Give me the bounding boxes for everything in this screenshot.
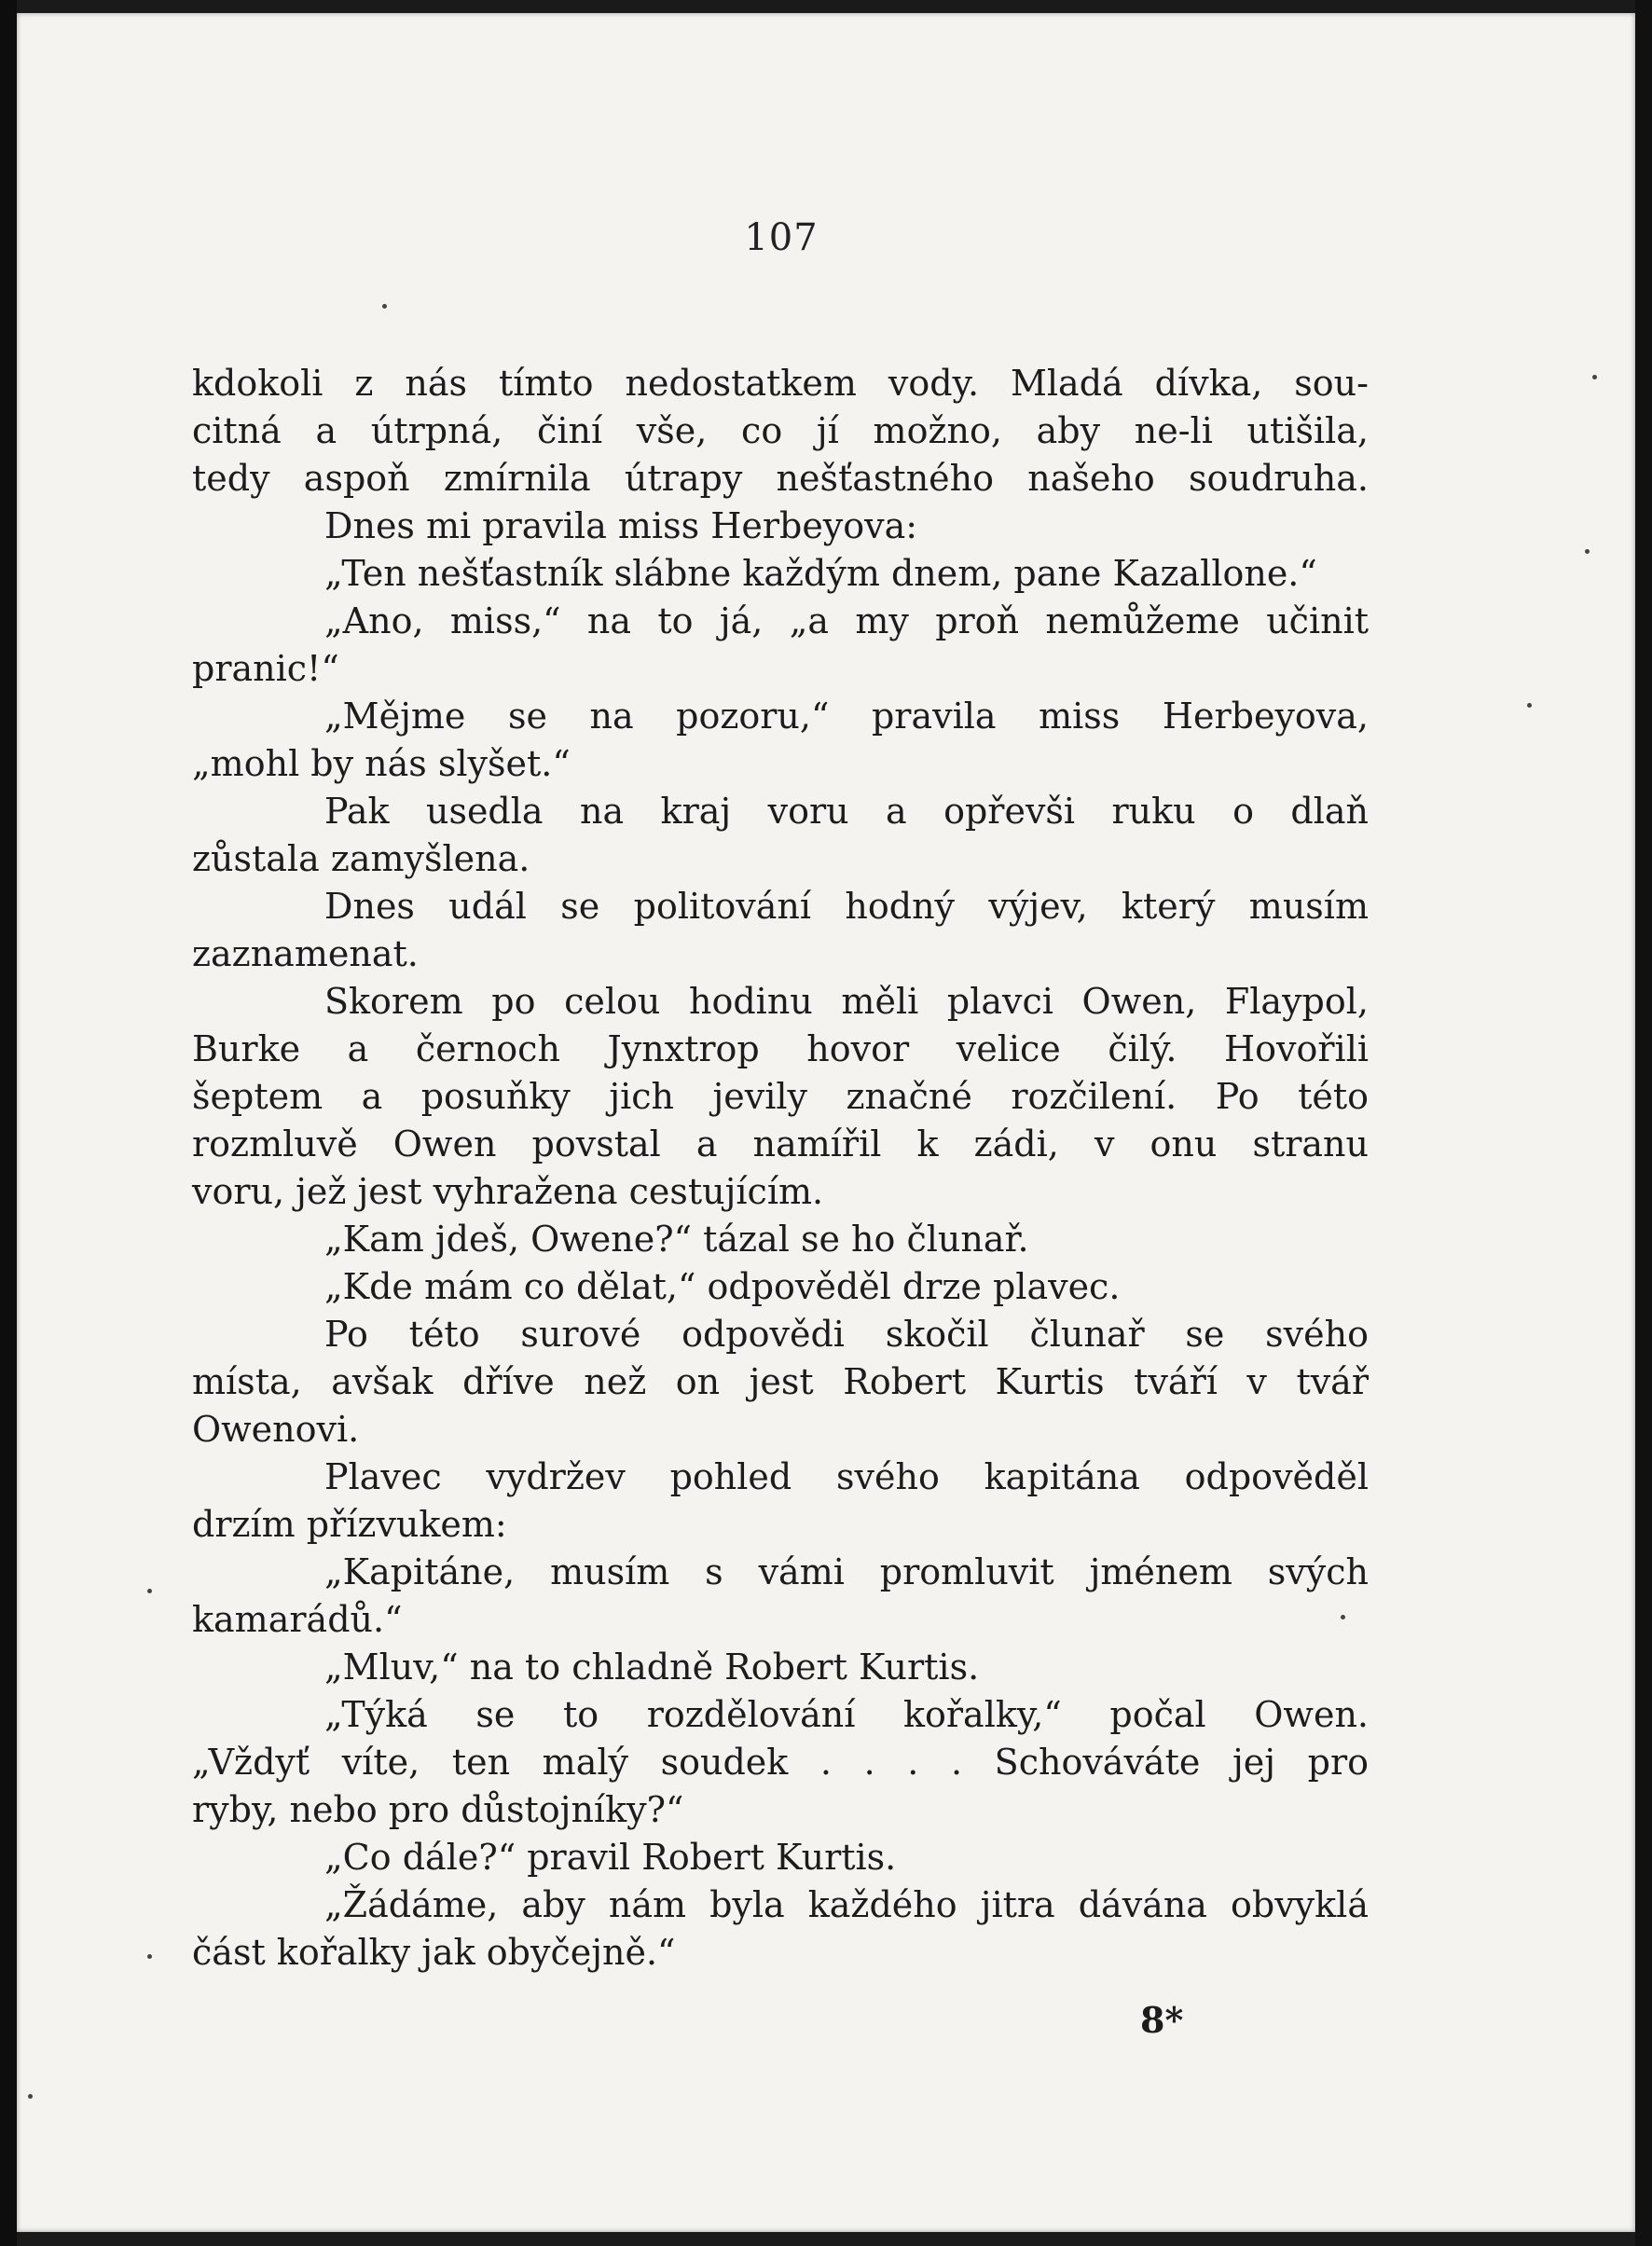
text-line: „mohl by nás slyšet.“ xyxy=(192,743,571,784)
text-line: voru, jež jest vyhražena cestujícím. xyxy=(192,1171,824,1212)
page-number: 107 xyxy=(744,216,819,259)
text-line: Po této surové odpovědi skočil člunař se svého xyxy=(324,1314,1369,1355)
scan-speck xyxy=(1592,375,1597,379)
text-line: pranic!“ xyxy=(192,648,339,689)
text-line: zůstala zamyšlena. xyxy=(192,838,530,879)
text-line: Dnes mi pravila miss Herbeyova: xyxy=(324,505,918,546)
text-line: „Ano, miss,“ na to já, „a my proň nemůžeme učinit xyxy=(324,600,1369,641)
page-body-text xyxy=(192,360,1369,1977)
text-line: Skorem po celou hodinu měli plavci Owen, Flaypol, xyxy=(324,981,1369,1022)
scan-speck xyxy=(1585,549,1590,554)
scan-speck xyxy=(1341,1615,1345,1619)
text-line: „Kde mám co dělat,“ odpověděl drze plavec. xyxy=(324,1266,1121,1307)
text-line: část kořalky jak obyčejně.“ xyxy=(192,1932,676,1973)
text-line: „Kam jdeš, Owene?“ tázal se ho člunař. xyxy=(324,1219,1029,1260)
scan-speck xyxy=(1527,703,1532,708)
text-line: „Mějme se na pozoru,“ pravila miss Herbeyova, xyxy=(324,696,1369,737)
text-line: kamarádů.“ xyxy=(192,1599,403,1640)
text-line: drzím přízvukem: xyxy=(192,1504,507,1545)
text-line: zaznamenat. xyxy=(192,933,419,974)
book-page xyxy=(17,13,1635,2232)
text-line: Burke a černoch Jynxtrop hovor velice čilý. Hovořili xyxy=(192,1028,1369,1069)
text-line: ryby, nebo pro důstojníky?“ xyxy=(192,1789,684,1830)
scan-speck xyxy=(28,2094,33,2099)
text-line: rozmluvě Owen povstal a namířil k zádi, v onu stranu xyxy=(192,1123,1369,1164)
text-line: Dnes udál se politování hodný výjev, který musím xyxy=(324,886,1369,927)
scan-speck xyxy=(147,1954,152,1959)
scan-speck xyxy=(147,1589,152,1593)
text-line: „Co dále?“ pravil Robert Kurtis. xyxy=(324,1837,897,1878)
text-line: šeptem a posuňky jich jevily značné rozčilení. Po této xyxy=(192,1076,1369,1117)
text-line: „Mluv,“ na to chladně Robert Kurtis. xyxy=(324,1647,980,1688)
text-line: „Ten nešťastník slábne každým dnem, pane Kazallone.“ xyxy=(324,553,1317,594)
text-line: místa, avšak dříve než on jest Robert Kurtis tváří v tvář xyxy=(192,1361,1369,1402)
scan-left-edge xyxy=(0,0,17,2246)
text-line: tedy aspoň zmírnila útrapy nešťastného našeho soudruha. xyxy=(192,458,1369,499)
text-line: kdokoli z nás tímto nedostatkem vody. Mladá dívka, sou- xyxy=(192,363,1369,404)
scan-speck xyxy=(382,304,387,309)
printer-signature-mark: 8* xyxy=(1140,1999,1184,2041)
text-line: „Kapitáne, musím s vámi promluvit jménem svých xyxy=(324,1551,1369,1592)
text-line: „Vždyť víte, ten malý soudek . . . . Schováváte jej pro xyxy=(192,1742,1369,1783)
scan-right-edge xyxy=(1635,0,1652,2246)
text-line: citná a útrpná, činí vše, co jí možno, aby ne-li utišila, xyxy=(192,410,1369,451)
text-line: Owenovi. xyxy=(192,1409,360,1450)
text-line: „Týká se to rozdělování kořalky,“ počal Owen. xyxy=(324,1694,1369,1735)
text-line: „Žádáme, aby nám byla každého jitra dávána obvyklá xyxy=(324,1884,1369,1925)
text-line: Pak usedla na kraj voru a opřevši ruku o dlaň xyxy=(324,791,1369,832)
text-line: Plavec vydržev pohled svého kapitána odpověděl xyxy=(324,1456,1369,1497)
